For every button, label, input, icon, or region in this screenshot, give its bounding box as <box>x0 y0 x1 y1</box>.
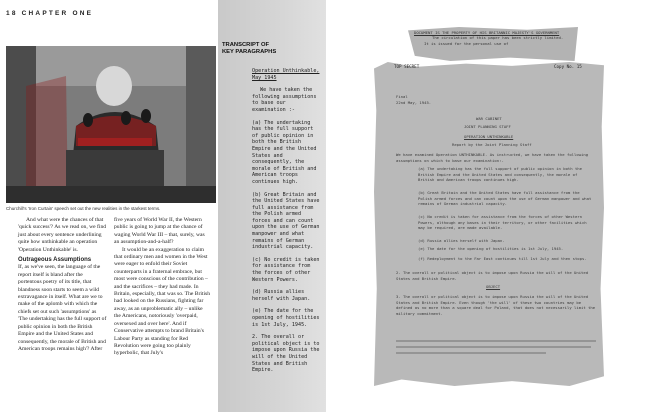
paragraph: And what were the chances of that 'quick success'? As we read on, we find just about every sentence underlining quite how unthinkable an operation 'Operation Unthinkable' is. <box>18 217 107 253</box>
top-secret-stamp: TOP SECRET <box>394 64 420 69</box>
sidebar-para: (a) The undertaking has the full support of public opinion in both the British Empire and the United States and consequently, the morale of British and American troops continues high. <box>252 119 317 185</box>
document-line: 3. The overall or political object is to impose upon Russia the will of the United States and British Empire. Even though 'the will' of these two countries may be defined as no more than a square deal for Poland, that does not necessarily limit the military commitment. <box>396 294 596 316</box>
running-head: 18 CHAPTER ONE <box>6 10 94 17</box>
document-line: (d) Russia allies herself with Japan. <box>418 238 505 243</box>
document-text-smudge <box>396 340 596 342</box>
sidebar-title: TRANSCRIPT OF KEY PARAGRAPHS <box>222 42 277 55</box>
document-line: Report by the Joint Planning Staff <box>452 142 532 147</box>
document-text-smudge <box>396 346 591 348</box>
document-line: 2. The overall or political object is to impose upon Russia the will of the United States and British Empire. <box>396 270 589 281</box>
churchill-photo <box>6 46 216 203</box>
paragraph: It would be an exaggeration to claim that ordinary men and women in the West were eager to enfold their Soviet counterparts in a fraternal embrace, but most were conscious of the contribution – and the sacrifices – they had made. In Britain, especially, that was so. The British had looked on the Russians, fighting far away, as an unproblematic ally – unlike the Americans, notoriously 'overpaid, oversexed and over here'. And if Conservative attempts to brand Britain's Labour Party as standing for Red Revolution were going too plainly hyperbolic, that July's <box>114 246 211 357</box>
document-line: We have examined Operation UNTHINKABLE. As instructed, we have taken the following assumptions on which to base our examination:- <box>396 152 589 163</box>
document-text-smudge <box>396 352 546 354</box>
sidebar-para: We have taken the following assumptions to base our examination :- <box>252 87 317 113</box>
transcript-sidebar <box>218 0 326 412</box>
document-line: (e) The date for the opening of hostilities is 1st July, 1945. <box>418 246 564 251</box>
document-line: OBJECT <box>486 284 501 289</box>
document-line: OPERATION UNTHINKABLE <box>464 134 514 139</box>
document-line: JOINT PLANNING STAFF <box>464 124 511 129</box>
sidebar-para: (e) The date for the opening of hostilities is 1st July, 1945. <box>252 308 320 328</box>
photo-caption: Churchill's 'Iron Curtain' speech set out the new realities in the starkest terms. <box>6 206 161 211</box>
body-column-1 <box>18 217 107 353</box>
sidebar-para: (c) No credit is taken for assistance from the forces of other Western Powers. <box>252 256 320 283</box>
sidebar-para: (d) Russia allies herself with Japan. <box>252 289 311 302</box>
section-heading: Outrageous Assumptions <box>18 257 92 264</box>
document-line: Final <box>396 94 408 99</box>
copy-number: Copy No. 15 <box>554 64 582 69</box>
document-header: DOCUMENT IS THE PROPERTY OF HIS BRITANNIC MAJESTY'S GOVERNMENT The circulation of this paper has been strictly limited. It is issued for the personal use of <box>414 30 564 46</box>
operation-title: Operation Unthinkable, May 1945 <box>252 68 320 81</box>
paragraph: If, as we've seen, the language of the report itself is bland after the portentous poetry of its title, that blandness soon starts to seem a wild extravagance in itself. What are we to make of the aplomb with which the chiefs set out such 'assumptions' as 'The undertaking has the full support of public opinion in both the British Empire and the United States and consequently, the morale of British and American troops remains high'? After <box>18 264 107 352</box>
document-line: 22nd May, 1945. <box>396 100 432 105</box>
document-line: (a) The undertaking has the full support of public opinion in both the British Empire and the United States and consequently, the morale of British and American troops continues high. <box>418 166 582 183</box>
sidebar-para: (b) Great Britain and the United States have full assistance from the Polish armed forces and can count upon the use of German manpower and what remains of German industrial capacity. <box>252 191 320 251</box>
paragraph: five years of World War II, the Western public is going to jump at the chance of waging World War III – that, surely, was an assumption-and-a-half? <box>114 217 205 246</box>
sidebar-body <box>252 68 322 380</box>
document-line: (f) Redeployment to the Far East continues till 1st July and then stops. <box>418 256 587 261</box>
sidebar-para: 2. The overall or political object is to impose upon Russia the will of the United States and British Empire. <box>252 334 320 374</box>
document-line: (b) Great Britain and the United States have full assistance from the Polish armed forces and can count upon the use of German manpower and what remains of German industrial capacity. <box>418 190 592 207</box>
body-column-2 <box>114 217 210 358</box>
document-line: (c) No credit is taken for assistance from the forces of other Western Powers, although any bases in their territory, or other facilities which may be required, are made available. <box>418 214 587 231</box>
right-page <box>326 0 650 412</box>
document-line: WAR CABINET <box>476 116 502 121</box>
